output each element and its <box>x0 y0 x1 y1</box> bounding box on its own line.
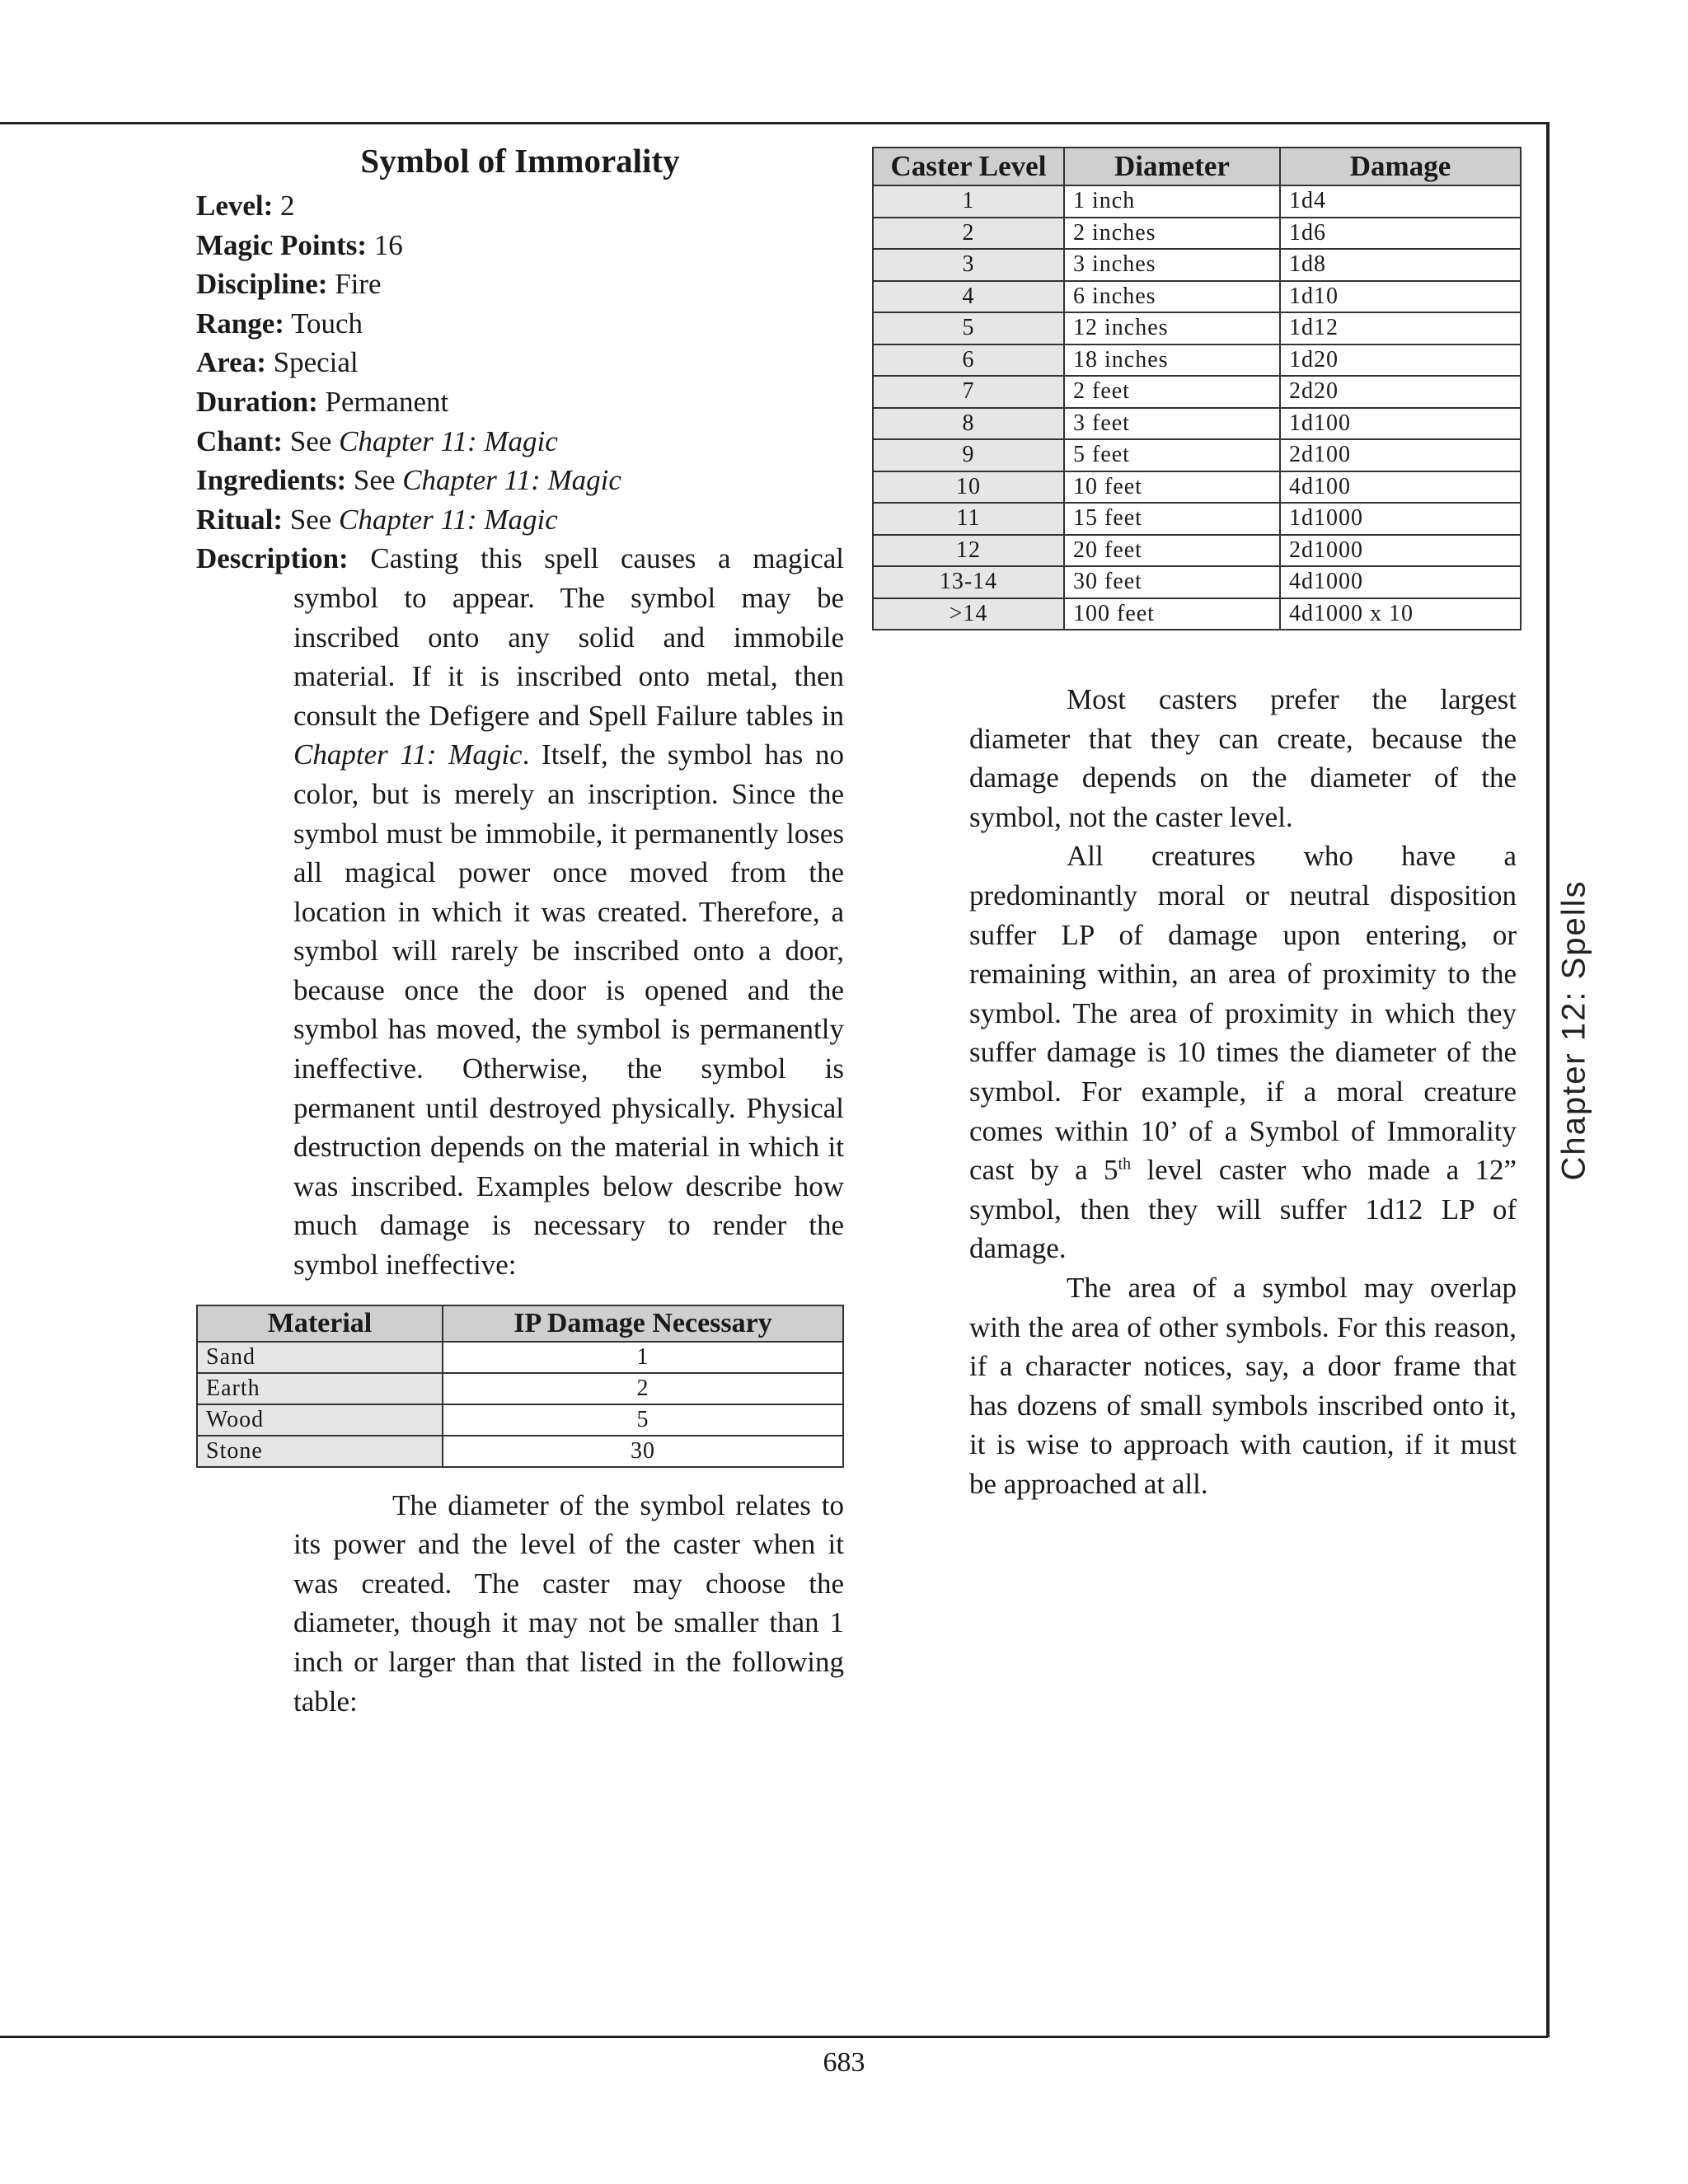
left-column <box>196 140 844 1721</box>
caster-level-cell: 9 <box>873 439 1064 471</box>
damage-cell: 1d20 <box>1280 344 1521 377</box>
table-row <box>873 218 1521 250</box>
diameter-paragraph: The diameter of the symbol relates to its power and the level of the caster when it was created. The caster may choose the diameter, though it may not be smaller than 1 inch or larger than that listed in the following table: <box>293 1488 844 1718</box>
caster-level-table <box>872 147 1522 630</box>
diameter-cell: 30 feet <box>1064 566 1280 598</box>
spell-stats <box>196 186 844 539</box>
right-column <box>872 147 1523 1503</box>
table-row <box>197 1436 843 1467</box>
table-header-row <box>873 148 1521 185</box>
diameter-cell: 6 inches <box>1064 281 1280 313</box>
table-row <box>873 281 1521 313</box>
table-row <box>873 535 1521 567</box>
diameter-cell: 12 inches <box>1064 312 1280 344</box>
material-cell: Wood <box>197 1404 443 1436</box>
damage-cell: 1d1000 <box>1280 503 1521 535</box>
diameter-cell: 2 feet <box>1064 376 1280 408</box>
damage-cell: 1d6 <box>1280 218 1521 250</box>
table-row <box>873 312 1521 344</box>
caster-level-cell: 8 <box>873 408 1064 440</box>
diameter-cell: 3 inches <box>1064 249 1280 281</box>
description-body: symbol to appear. The symbol may be inscribed onto any solid and immobile material. If it is inscribed onto metal, then consult the Defigere and Spell Failure tables in Chapter 11: Magic. Itself, the symbol has no color, but is merely an inscription. Since the symbol must be immobile, it permanently loses all magical power once moved from the location in which it was created. Therefore, a symbol will rarely be inscribed onto a door, because once the door is opened and the symbol has moved, the symbol is permanently ineffective. Otherwise, the symbol is permanent until destroyed physically. Physical destruction depends on the material in which it was inscribed. Examples below describe how much damage is necessary to render the symbol ineffective: <box>293 581 844 1282</box>
ip-damage-cell: 2 <box>443 1373 843 1404</box>
column-header-damage: Damage <box>1280 148 1521 185</box>
diameter-cell: 10 feet <box>1064 471 1280 504</box>
table-row <box>873 408 1521 440</box>
caster-level-cell: >14 <box>873 598 1064 630</box>
ip-damage-cell: 30 <box>443 1436 843 1467</box>
damage-cell: 1d8 <box>1280 249 1521 281</box>
table-row <box>873 503 1521 535</box>
caster-level-cell: 12 <box>873 535 1064 567</box>
material-cell: Stone <box>197 1436 443 1467</box>
stat-magic-points: Magic Points: 16 <box>196 228 403 261</box>
damage-cell: 1d4 <box>1280 185 1521 218</box>
diameter-cell: 20 feet <box>1064 535 1280 567</box>
table-row <box>873 249 1521 281</box>
diameter-cell: 15 feet <box>1064 503 1280 535</box>
table-row <box>873 598 1521 630</box>
damage-cell: 1d100 <box>1280 408 1521 440</box>
table-header-row <box>197 1305 843 1342</box>
column-header-diameter: Diameter <box>1064 148 1280 185</box>
damage-cell: 4d1000 <box>1280 566 1521 598</box>
material-cell: Sand <box>197 1342 443 1373</box>
caster-level-cell: 5 <box>873 312 1064 344</box>
stat-range: Range: Touch <box>196 307 363 340</box>
damage-cell: 2d20 <box>1280 376 1521 408</box>
column-header-material: Material <box>197 1305 443 1342</box>
page-frame-top <box>0 122 1548 124</box>
ip-damage-cell: 5 <box>443 1404 843 1436</box>
stat-discipline: Discipline: Fire <box>196 268 382 301</box>
diameter-cell: 2 inches <box>1064 218 1280 250</box>
stat-level: Level: 2 <box>196 190 295 222</box>
caster-level-cell: 7 <box>873 376 1064 408</box>
table-row <box>197 1342 843 1373</box>
table-row <box>873 471 1521 504</box>
damage-cell: 1d12 <box>1280 312 1521 344</box>
diameter-cell: 3 feet <box>1064 408 1280 440</box>
material-damage-table <box>196 1305 844 1468</box>
description-first-line: Description: Casting this spell causes a magical <box>196 542 844 575</box>
table-row <box>197 1373 843 1404</box>
caster-level-cell: 2 <box>873 218 1064 250</box>
damage-cell: 4d1000 x 10 <box>1280 598 1521 630</box>
diameter-cell: 100 feet <box>1064 598 1280 630</box>
stat-duration: Duration: Permanent <box>196 385 449 418</box>
damage-cell: 2d100 <box>1280 439 1521 471</box>
damage-cell: 2d1000 <box>1280 535 1521 567</box>
stat-chant: Chant: See Chapter 11: Magic <box>196 424 558 457</box>
table-row <box>873 566 1521 598</box>
damage-cell: 4d100 <box>1280 471 1521 504</box>
column-header-caster-level: Caster Level <box>873 148 1064 185</box>
caster-level-cell: 13-14 <box>873 566 1064 598</box>
damage-cell: 1d10 <box>1280 281 1521 313</box>
page-number: 683 <box>823 2047 865 2078</box>
table-row <box>873 376 1521 408</box>
diameter-cell: 1 inch <box>1064 185 1280 218</box>
table-row <box>873 344 1521 377</box>
chapter-side-label-text: Chapter 12: Spells <box>1555 879 1592 1181</box>
table-row <box>873 439 1521 471</box>
stat-ingredients: Ingredients: See Chapter 11: Magic <box>196 464 621 497</box>
paragraph-largest-diameter: Most casters prefer the largest diameter that they can create, because the damage depends on the diameter of the symbol, not the caster level. <box>969 683 1517 833</box>
diameter-cell: 5 feet <box>1064 439 1280 471</box>
stat-area: Area: Special <box>196 346 359 379</box>
column-header-ip-damage: IP Damage Necessary <box>443 1305 843 1342</box>
ip-damage-cell: 1 <box>443 1342 843 1373</box>
spell-title: Symbol of Immorality <box>360 142 680 180</box>
caster-level-cell: 1 <box>873 185 1064 218</box>
caster-level-cell: 4 <box>873 281 1064 313</box>
caster-level-cell: 3 <box>873 249 1064 281</box>
caster-level-cell: 11 <box>873 503 1064 535</box>
table-row <box>197 1404 843 1436</box>
diameter-cell: 18 inches <box>1064 344 1280 377</box>
stat-ritual: Ritual: See Chapter 11: Magic <box>196 503 558 536</box>
paragraph-overlap: The area of a symbol may overlap with the area of other symbols. For this reason, if a character notices, say, a door frame that has dozens of small symbols inscribed onto it, it is wise to approach with caution, if it must be approached at all. <box>969 1271 1517 1500</box>
table-row <box>873 185 1521 218</box>
right-column-text <box>969 680 1517 1503</box>
page-frame-right <box>1546 122 1550 2037</box>
page-frame-bottom <box>0 2036 1548 2038</box>
caster-level-cell: 10 <box>873 471 1064 504</box>
material-cell: Earth <box>197 1373 443 1404</box>
caster-level-cell: 6 <box>873 344 1064 377</box>
paragraph-proximity-damage: All creatures who have a predominantly moral or neutral disposition suffer LP of damage upon entering, or remaining within, an area of proximity to the symbol. The area of proximity in which they suffer damage is 10 times the diameter of the symbol. For example, if a moral creature comes within 10’ of a Symbol of Immorality cast by a 5th level caster who made a 12” symbol, then they will suffer 1d12 LP of damage. <box>969 840 1517 1265</box>
